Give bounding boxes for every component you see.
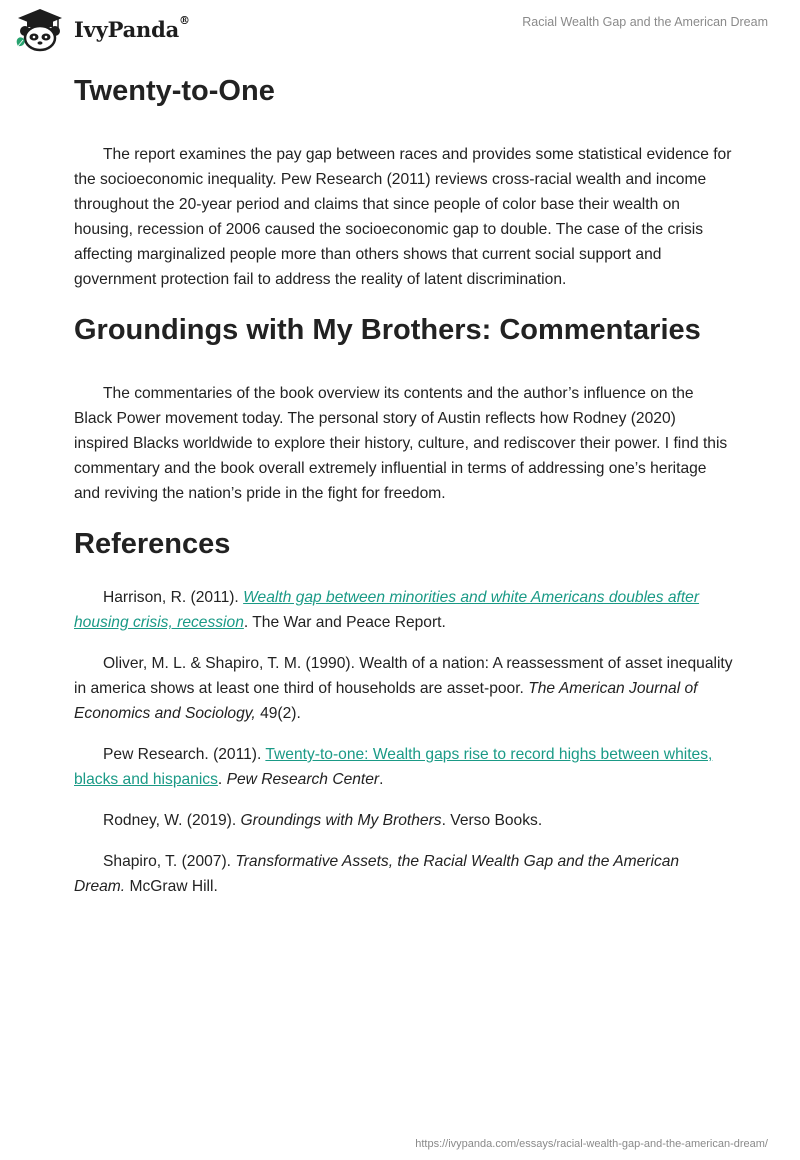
reference-text: . bbox=[379, 771, 384, 788]
section-paragraph-groundings: The commentaries of the book overview its contents and the author’s influence on the Black Power movement today. The personal story of Austin reflects how Rodney (2020) inspired Blacks worldwide to explore their history, culture, and rediscover their power. I find this commentary and the book overall extremely influential in terms of addressing one’s heritage and reviving the nation’s pride in the fight for freedom. bbox=[74, 385, 728, 502]
reference-text: Harrison, R. (2011). bbox=[103, 589, 244, 606]
reference-item-oliver bbox=[74, 651, 734, 726]
brand-name bbox=[74, 13, 190, 42]
reference-text: McGraw Hill. bbox=[125, 878, 218, 895]
reference-text: Rodney, W. (2019). bbox=[103, 812, 241, 829]
section-paragraph-twenty-to-one: The report examines the pay gap between races and provides some statistical evidence for the socioeconomic inequality. Pew Research (2011) reviews cross-racial wealth and income throughout the 20-year period and claims that since people of color base their wealth on housing, recession of 2006 caused the socioeconomic gap to double. The case of the crisis affecting marginalized people more than others shows that current social support and government protection fail to address the reality of latent discrimination. bbox=[74, 146, 732, 288]
reference-item-harrison bbox=[74, 585, 734, 635]
section-title-twenty-to-one: Twenty-to-One bbox=[74, 75, 275, 107]
reference-item-pew bbox=[74, 742, 734, 792]
page-header bbox=[0, 0, 800, 64]
reference-journal: The American Journal of Economics and Sociology, bbox=[74, 680, 698, 722]
reference-text: Pew Research. (2011). bbox=[103, 746, 266, 763]
reference-text: . bbox=[217, 771, 227, 788]
reference-text: . Verso Books. bbox=[441, 812, 543, 829]
references-list bbox=[74, 585, 734, 899]
reference-text: . The War and Peace Report. bbox=[243, 614, 446, 631]
footer-url[interactable]: https://ivypanda.com/essays/racial-wealth-gap-and-the-american-dream/ bbox=[415, 1138, 768, 1150]
reference-item-shapiro bbox=[74, 849, 734, 899]
panda-graduate-icon bbox=[12, 6, 68, 52]
ivypanda-logo[interactable] bbox=[12, 6, 190, 52]
section-title-groundings: Groundings with My Brothers: Commentaries bbox=[74, 314, 701, 346]
reference-link-pew[interactable]: Twenty-to-one: Wealth gaps rise to record highs between whites, blacks and hispanics bbox=[74, 746, 713, 788]
reference-book-title: Groundings with My Brothers bbox=[240, 812, 442, 829]
document-body bbox=[74, 74, 734, 915]
reference-text: 49(2). bbox=[255, 705, 301, 722]
reference-link-harrison[interactable]: Wealth gap between minorities and white Americans doubles after housing crisis, recession bbox=[74, 589, 700, 631]
references-title: References bbox=[74, 528, 231, 560]
reference-text: Oliver, M. L. & Shapiro, T. M. (1990). Wealth of a nation: A reassessment of asset inequality in america shows at least one third of households are asset-poor. bbox=[74, 655, 733, 697]
registered-mark: ® bbox=[179, 13, 190, 27]
reference-item-rodney bbox=[74, 808, 734, 833]
reference-book-title: Transformative Assets, the Racial Wealth Gap and the American Dream. bbox=[74, 853, 680, 895]
reference-text: Shapiro, T. (2007). bbox=[103, 853, 236, 870]
running-title: Racial Wealth Gap and the American Dream bbox=[522, 15, 768, 29]
brand-text: IvyPanda bbox=[74, 16, 180, 42]
reference-publisher: Pew Research Center bbox=[226, 771, 380, 788]
